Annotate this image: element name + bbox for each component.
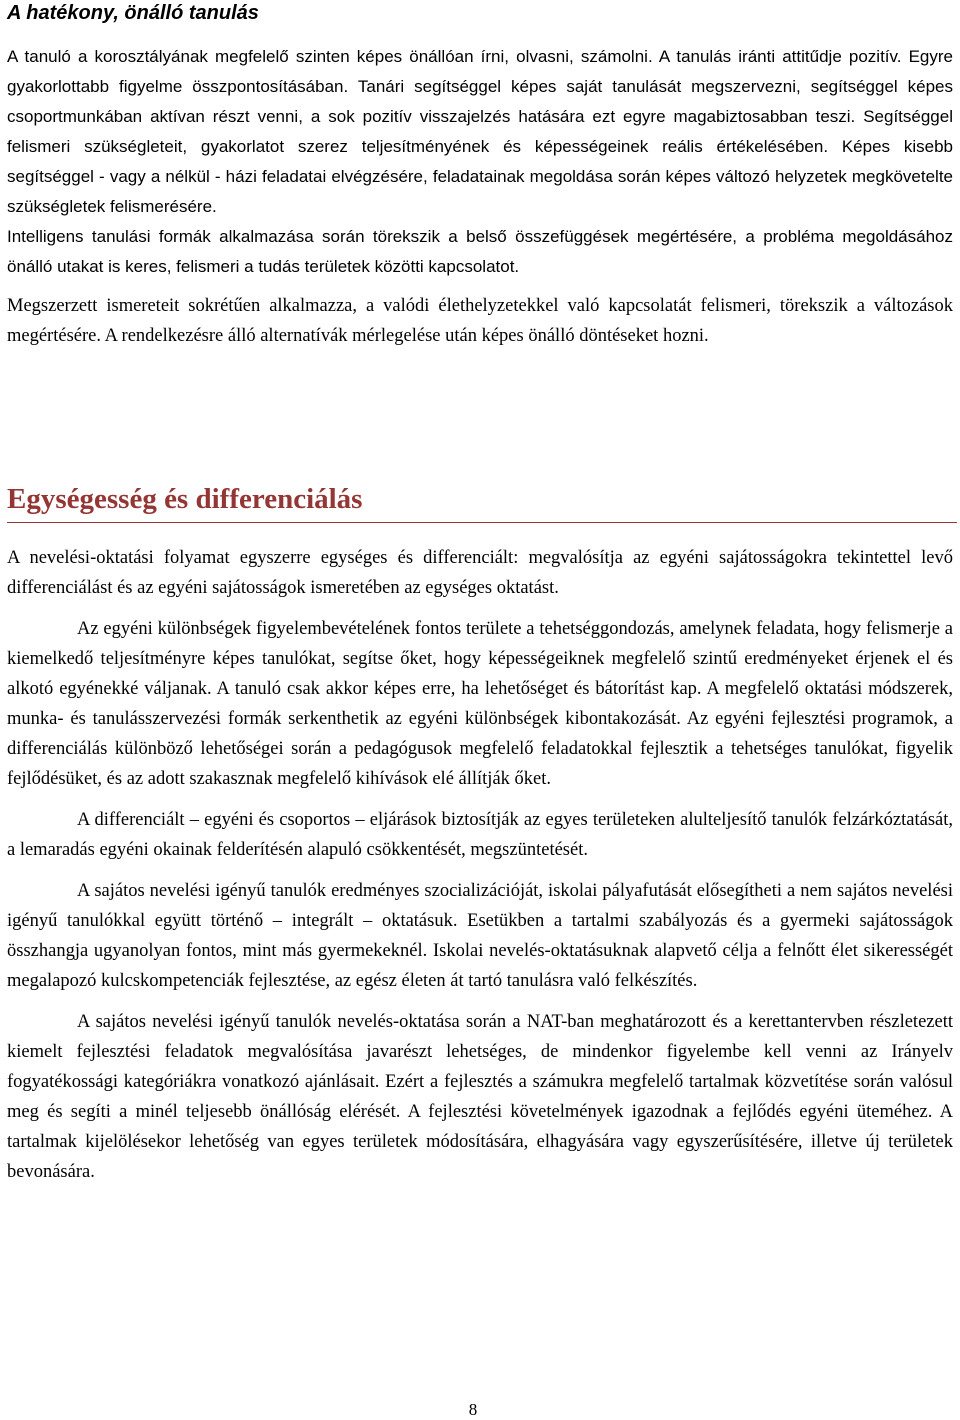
paragraph: A tanuló a korosztályának megfelelő szinten képes önállóan írni, olvasni, számolni. A tanulás iránti attitűdje pozitív. Egyre gyakorlottabb figyelme összpontosításában. Tanári segítséggel képes saját tanulását megszervezni, segítséggel képes csoportmunkában aktívan részt venni, a sok pozitív visszajelzés hatására ezt egyre magabiztosabban teszi. Segítséggel felismeri szükségleteit, gyakorlatot szerez teljesítményének és képességeinek reális értékelésében. Képes kisebb segítséggel - vagy a nélkül - házi feladatai elvégzésére, feladatainak megoldása során képes változó helyzetek megkövetelte szükségletek felismerésére. (7, 47, 953, 216)
paragraph: A differenciált – egyéni és csoportos – eljárások biztosítják az egyes területeken alulteljesítő tanulók felzárkóztatását, a lemaradás egyéni okainak felderítésén alapuló csökkentését, megszüntetését. (7, 810, 953, 860)
section-body-efficient-learning (7, 42, 953, 351)
paragraph: A nevelési-oktatási folyamat egyszerre egységes és differenciált: megvalósítja az egyéni sajátosságokra tekintettel levő differenciálást és az egyéni sajátosságok ismeretében az egységes oktatást. (7, 548, 953, 598)
paragraph: Megszerzett ismereteit sokrétűen alkalmazza, a valódi élethelyzetekkel való kapcsolatát felismeri, törekszik a változások megértésére. A rendelkezésre álló alternatívák mérlegelése után képes önálló döntéseket hozni. (7, 296, 953, 346)
document-page (7, 0, 953, 1420)
paragraph: A sajátos nevelési igényű tanulók nevelés-oktatása során a NAT-ban meghatározott és a kerettantervben részletezett kiemelt fejlesztési feladatok megvalósítása javarészt lehetséges, de mindenkor figyelembe kell venni az Irányelv fogyatékossági kategóriákra vonatkozó ajánlásait. Ezért a fejlesztés a számukra megfelelő tartalmak közvetítése során valósul meg és segíti a minél teljesebb önállóság elérését. A fejlesztési követelmények igazodnak a fejlődés egyéni üteméhez. A tartalmak kijelölésekor lehetőség van egyes területek módosítására, elhagyására vagy egyszerűsítésére, illetve új területek bevonására. (7, 1012, 953, 1182)
section-heading-efficient-learning: A hatékony, önálló tanulás (7, 2, 259, 24)
section-heading-unity-differentiation: Egységesség és differenciálás (7, 481, 957, 523)
page-number: 8 (468, 1400, 478, 1419)
paragraph: A sajátos nevelési igényű tanulók eredményes szocializációját, iskolai pályafutását elősegítheti a nem sajátos nevelési igényű tanulókkal együtt történő – integrált – oktatásuk. Esetükben a tartalmi szabályozás és a gyermeki sajátosságok összhangja ugyanolyan fontos, mint más gyermekeknél. Iskolai nevelés-oktatásuknak alapvető célja a felnőtt élet sikerességét megalapozó kulcskompetenciák fejlesztése, az egész életen át tartó tanulásra való felkészítés. (7, 881, 953, 991)
section-body-unity-differentiation (7, 543, 953, 1187)
paragraph: Az egyéni különbségek figyelembevételének fontos területe a tehetséggondozás, amelynek feladata, hogy felismerje a kiemelkedő teljesítményre képes tanulókat, segítse őket, hogy képességeiknek megfelelő szintű eredményeket érjenek el és alkotó egyénekké váljanak. A tanuló csak akkor képes erre, ha lehetőséget és bátorítást kap. A megfelelő oktatási módszerek, munka- és tanulásszervezési formák serkenthetik az egyéni különbségek kibontakozását. Az egyéni fejlesztési programok, a differenciálás különböző lehetőségei során a pedagógusok megfelelő feladatokkal fejlesztik a tehetséges tanulókat, figyelik fejlődésüket, és az adott szakasznak megfelelő kihívások elé állítják őket. (7, 619, 953, 789)
paragraph: Intelligens tanulási formák alkalmazása során törekszik a belső összefüggések megértésére, a probléma megoldásához önálló utakat is keres, felismeri a tudás területek közötti kapcsolatot. (7, 227, 953, 276)
